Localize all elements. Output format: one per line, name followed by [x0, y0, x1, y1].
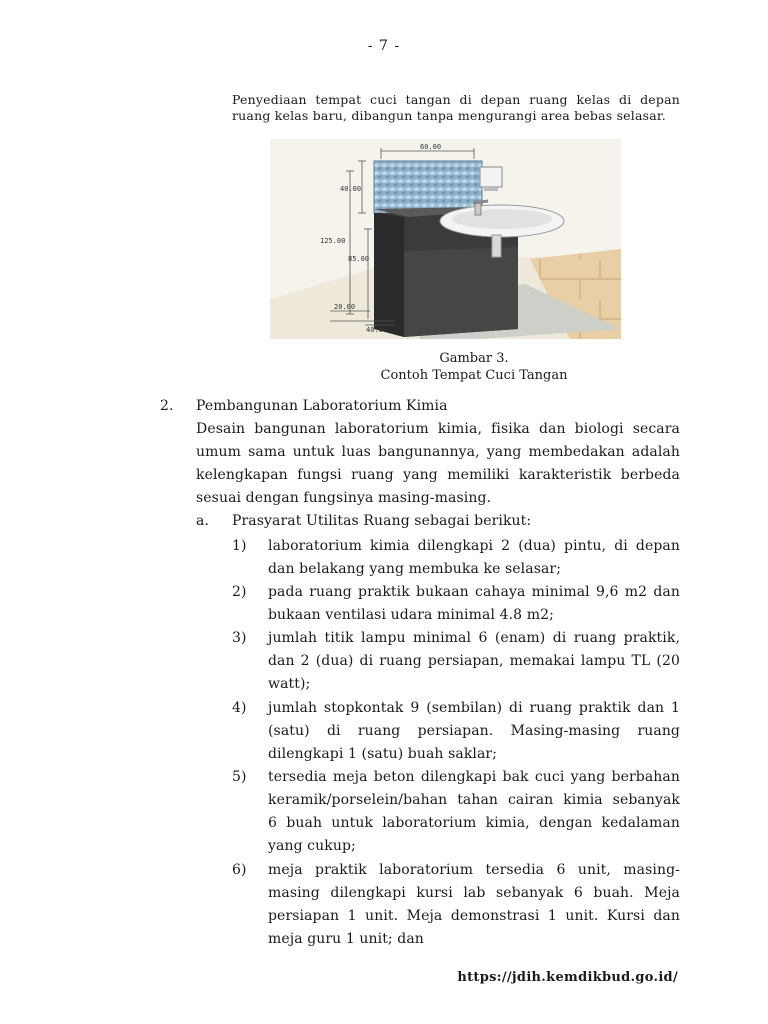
item-number: 6): [232, 862, 247, 878]
page-number: - 7 -: [367, 38, 401, 54]
dim-85: 85.00: [348, 255, 370, 263]
item-line: laboratorium kimia dilengkapi 2 (dua) pintu, di depan: [268, 538, 680, 554]
subsection-letter: a.: [196, 513, 209, 529]
dim-125: 125.00: [320, 237, 346, 245]
item-number: 4): [232, 700, 247, 716]
section-number: 2.: [160, 398, 174, 414]
item-line: yang cukup;: [268, 838, 356, 854]
item-line: meja praktik laboratorium tersedia 6 unit, masing-: [268, 862, 680, 878]
item-line: watt);: [268, 676, 311, 692]
item-line: jumlah stopkontak 9 (sembilan) di ruang praktik dan 1: [268, 700, 680, 716]
item-line: meja guru 1 unit; dan: [268, 931, 424, 947]
item-number: 5): [232, 769, 247, 785]
paragraph-line-2: umum sama untuk luas bangunannya, yang membedakan adalah: [196, 444, 680, 460]
item-line: dan 2 (dua) di ruang persiapan, memakai lampu TL (20: [268, 653, 680, 669]
section-title: Pembangunan Laboratorium Kimia: [196, 398, 448, 414]
handwashing-station-figure: [270, 139, 621, 339]
figure-caption-number: Gambar 3.: [439, 351, 509, 366]
item-line: dan belakang yang membuka ke selasar;: [268, 561, 562, 577]
intro-line-1: Penyediaan tempat cuci tangan di depan ruang kelas di depan: [232, 92, 680, 107]
item-line: keramik/porselein/bahan tahan cairan kimia sebanyak: [268, 792, 680, 808]
item-line: persiapan 1 unit. Meja demonstrasi 1 unit. Kursi dan: [268, 908, 680, 924]
item-line: jumlah titik lampu minimal 6 (enam) di ruang praktik,: [268, 630, 680, 646]
item-number: 1): [232, 538, 247, 554]
item-line: tersedia meja beton dilengkapi bak cuci yang berbahan: [268, 769, 680, 785]
intro-line-2: ruang kelas baru, dibangun tanpa mengurangi area bebas selasar.: [232, 108, 666, 123]
dim-40-depth: 40.00: [366, 326, 388, 334]
subsection-title: Prasyarat Utilitas Ruang sebagai berikut:: [232, 513, 532, 529]
dim-40: 40.00: [340, 185, 362, 193]
dim-20: 20.00: [334, 303, 356, 311]
item-line: bukaan ventilasi udara minimal 4.8 m2;: [268, 607, 554, 623]
paragraph-line-4: sesuai dengan fungsinya masing-masing.: [196, 490, 492, 506]
footer-url-link[interactable]: https://jdih.kemdikbud.go.id/: [457, 970, 678, 985]
item-line: 6 buah untuk laboratorium kimia, dengan kedalaman: [268, 815, 680, 831]
paragraph-line-1: Desain bangunan laboratorium kimia, fisika dan biologi secara: [196, 421, 680, 437]
item-line: masing dilengkapi kursi lab sebanyak 6 buah. Meja: [268, 885, 680, 901]
figure-caption-title: Contoh Tempat Cuci Tangan: [380, 368, 568, 383]
handwashing-station-drawing: [270, 139, 621, 339]
item-line: pada ruang praktik bukaan cahaya minimal 9,6 m2 dan: [268, 584, 680, 600]
item-number: 2): [232, 584, 247, 600]
item-line: (satu) di ruang persiapan. Masing-masing ruang: [268, 723, 680, 739]
dim-width-60: 60.00: [420, 143, 442, 151]
item-number: 3): [232, 630, 247, 646]
paragraph-line-3: kelengkapan fungsi ruang yang memiliki karakteristik berbeda: [196, 467, 680, 483]
item-line: dilengkapi 1 (satu) buah saklar;: [268, 746, 498, 762]
